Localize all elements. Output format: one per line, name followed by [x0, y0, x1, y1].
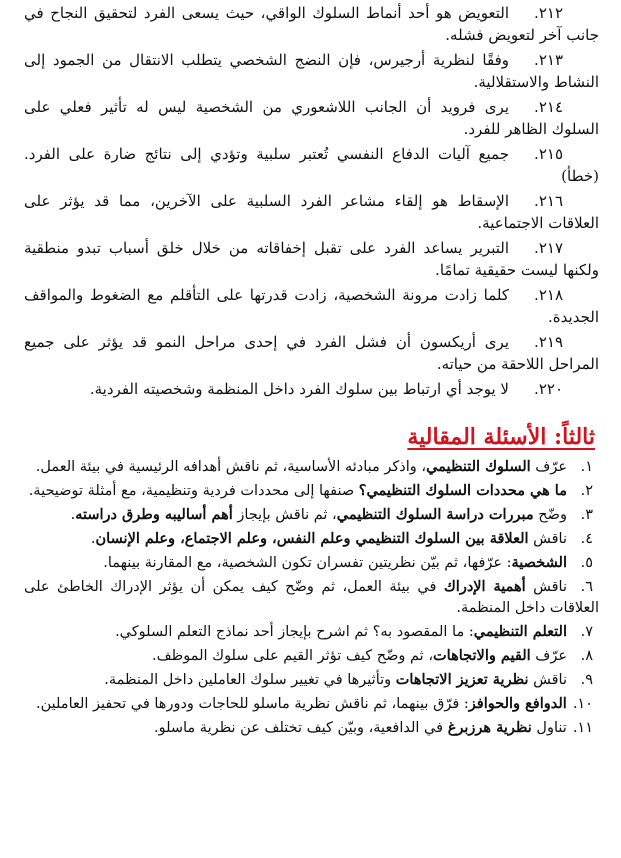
- question-number: ٢.: [580, 483, 593, 499]
- true-false-item: [24, 331, 599, 375]
- question-bold-term: ما هي محددات السلوك التنظيمي؟: [358, 482, 567, 499]
- item-number: ٢١٦.: [534, 192, 563, 210]
- essay-question: [24, 645, 599, 667]
- item-number: ٢١٨.: [534, 286, 563, 304]
- question-text: ناقش: [528, 531, 567, 547]
- question-number: ١.: [580, 459, 593, 475]
- essay-question: [24, 480, 599, 502]
- question-text: ، ثم ناقش بإيجاز: [232, 507, 337, 523]
- item-number: ٢١٩.: [534, 333, 563, 351]
- question-bold-term: السلوك التنظيمي: [426, 458, 531, 475]
- essay-question: [24, 456, 599, 478]
- question-bold-term: التعلم التنظيمي: [473, 623, 567, 640]
- question-text: : فرّق بينهما، ثم ناقش نظرية ماسلو للحاجات ودورها في تحفيز العاملين.: [35, 696, 469, 712]
- item-number: ٢٢٠.: [534, 380, 563, 398]
- question-bold-term: نظرية هرزبرغ: [447, 719, 532, 736]
- question-number: ٧.: [580, 624, 593, 640]
- question-number: ٦.: [580, 579, 593, 595]
- question-text: ناقش: [525, 579, 567, 595]
- question-number: ٩.: [580, 672, 593, 688]
- question-bold-term: أهم أساليبه وطرق دراسته: [75, 506, 233, 523]
- item-text: التعويض هو أحد أنماط السلوك الواقي، حيث يسعى الفرد لتحقيق النجاح في جانب آخر لتعويض فشله.: [24, 4, 599, 44]
- true-false-item: [24, 284, 599, 328]
- item-text: يرى فرويد أن الجانب اللاشعوري من الشخصية ليس له تأثير فعلي على السلوك الظاهر للفرد.: [24, 98, 599, 138]
- true-false-item: [24, 378, 599, 400]
- question-number: ٤.: [580, 531, 593, 547]
- question-bold-term: العلاقة بين السلوك التنظيمي وعلم النفس، وعلم الاجتماع، وعلم الإنسان: [95, 530, 529, 547]
- true-false-item: [24, 96, 599, 140]
- item-text: جميع آليات الدفاع النفسي تُعتبر سلبية وتؤدي إلى نتائج ضارة على الفرد. (خطأ): [24, 145, 599, 185]
- item-text: يرى أريكسون أن فشل الفرد في إحدى مراحل النمو قد يؤثر على جميع المراحل اللاحقة من حياته.: [24, 333, 599, 373]
- question-text: : ما المقصود به؟ ثم اشرح بإيجاز أحد نماذج التعلم السلوكي.: [115, 624, 474, 640]
- true-false-item: [24, 190, 599, 234]
- question-bold-term: الدوافع والحوافز: [468, 695, 567, 712]
- question-bold-term: أهمية الإدراك: [443, 578, 526, 595]
- question-number: ١٠.: [572, 696, 593, 712]
- question-number: ١١.: [572, 720, 593, 736]
- question-text: ، ثم وضّح كيف تؤثر القيم على سلوك الموظف.: [152, 648, 434, 664]
- essay-question: [24, 576, 599, 619]
- essay-question: [24, 717, 599, 739]
- question-bold-term: مبررات دراسة السلوك التنظيمي: [336, 506, 534, 523]
- item-text: لا يوجد أي ارتباط بين سلوك الفرد داخل المنظمة وشخصيته الفردية.: [89, 380, 509, 398]
- question-text: .: [90, 531, 96, 547]
- essay-question: [24, 552, 599, 574]
- essay-question: [24, 669, 599, 691]
- item-number: ٢١٢.: [534, 4, 563, 22]
- question-text: صنفها إلى محددات فردية وتنظيمية، مع أمثلة توضيحية.: [28, 483, 359, 499]
- question-bold-term: نظرية تعزيز الاتجاهات: [395, 671, 529, 688]
- section-title: ثالثاً: الأسئلة المقالية: [407, 424, 595, 450]
- question-text: عرّف: [530, 648, 567, 664]
- question-bold-term: القيم والاتجاهات: [433, 647, 531, 664]
- essay-questions-list: [24, 456, 599, 739]
- question-number: ٣.: [580, 507, 593, 523]
- true-false-item: [24, 2, 599, 46]
- item-number: ٢١٥.: [534, 145, 563, 163]
- item-number: ٢١٧.: [534, 239, 563, 257]
- item-text: الإسقاط هو إلقاء مشاعر الفرد السلبية على الآخرين، مما قد يؤثر على العلاقات الاجتماعية.: [24, 192, 599, 232]
- item-text: التبرير يساعد الفرد على تقبل إخفاقاته من خلال خلق أسباب تبدو منطقية ولكنها ليست حقيقية تمامًا.: [24, 239, 599, 279]
- item-number: ٢١٣.: [534, 51, 563, 69]
- item-text: كلما زادت مرونة الشخصية، زادت قدرتها على التأقلم مع الضغوط والمواقف الجديدة.: [24, 286, 599, 326]
- question-text: في الدافعية، وبيّن كيف تختلف عن نظرية ماسلو.: [153, 720, 448, 736]
- question-text: .: [70, 507, 76, 523]
- true-false-item: [24, 237, 599, 281]
- item-number: ٢١٤.: [534, 98, 563, 116]
- true-false-item: [24, 49, 599, 93]
- item-text: وفقًا لنظرية أرجيرس، فإن النضج الشخصي يتطلب الانتقال من الجمود إلى النشاط والاستقلالية.: [24, 51, 599, 91]
- question-text: تناول: [531, 720, 567, 736]
- question-number: ٨.: [580, 648, 593, 664]
- question-text: ، واذكر مبادئه الأساسية، ثم ناقش أهدافه الرئيسية في بيئة العمل.: [35, 459, 427, 475]
- true-false-item: [24, 143, 599, 187]
- essay-question: [24, 504, 599, 526]
- essay-question: [24, 528, 599, 550]
- question-text: عرّف: [530, 459, 567, 475]
- question-number: ٥.: [580, 555, 593, 571]
- essay-question: [24, 693, 599, 715]
- question-bold-term: الشخصية: [511, 554, 567, 571]
- question-text: ناقش: [528, 672, 567, 688]
- essay-question: [24, 621, 599, 643]
- question-text: في بيئة العمل، ثم وضّح كيف يمكن أن يؤثر الإدراك الخاطئ على العلاقات داخل المنظمة.: [24, 579, 599, 616]
- question-text: : عرّفها، ثم بيّن نظريتين تفسران تكون الشخصية، مع المقارنة بينهما.: [103, 555, 512, 571]
- question-text: وتأثيرها في تغيير سلوك العاملين داخل المنظمة.: [104, 672, 396, 688]
- true-false-list: [24, 2, 599, 400]
- question-text: وضّح: [533, 507, 567, 523]
